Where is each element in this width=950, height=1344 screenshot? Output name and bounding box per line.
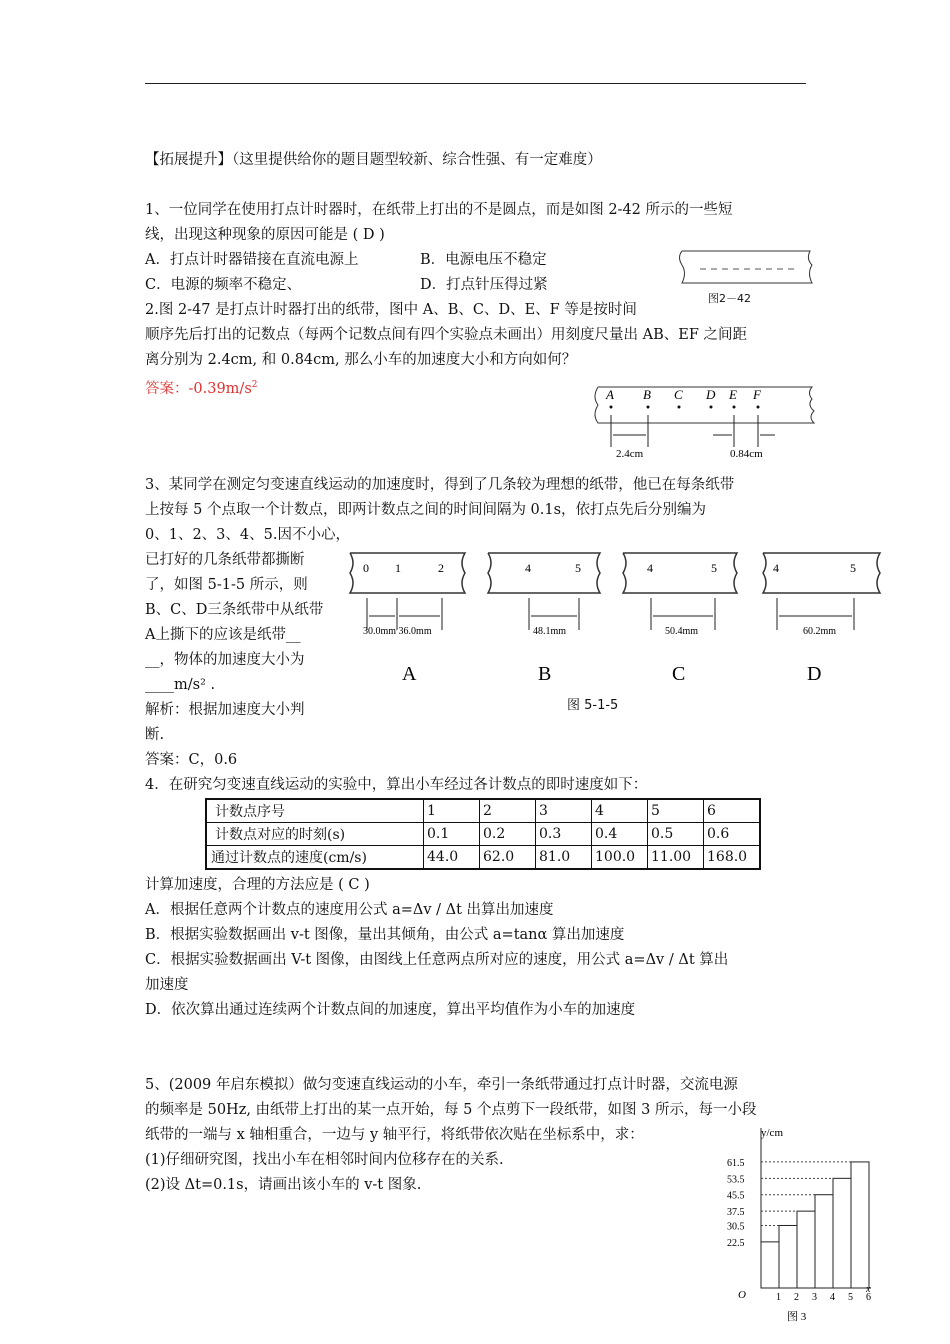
speed-table bbox=[205, 798, 761, 870]
table-cell: 1 bbox=[424, 799, 480, 823]
table-row bbox=[206, 846, 760, 870]
figure-caption: 图 3 bbox=[787, 1311, 807, 1323]
table-cell: 3 bbox=[536, 799, 592, 823]
table-cell: 11.00 bbox=[648, 846, 704, 870]
x-tick-label: 5 bbox=[848, 1292, 853, 1303]
q1-text: 线，出现这种现象的原因可能是 ( D ) bbox=[145, 227, 385, 243]
table-cell: 100.0 bbox=[592, 846, 648, 870]
figure-2-47-tape bbox=[590, 385, 825, 465]
q4-intro: 4．在研究匀变速直线运动的实验中，算出小车经过各计数点的即时速度如下： bbox=[145, 777, 648, 793]
table-cell: 0.4 bbox=[592, 823, 648, 846]
q2-text: 离分别为 2.4cm, 和 0.84cm, 那么小车的加速度大小和方向如何？ bbox=[145, 352, 577, 368]
bar bbox=[833, 1178, 851, 1288]
strip-mark: 5 bbox=[575, 561, 581, 575]
tape-label: A bbox=[606, 387, 614, 402]
tape-label: B bbox=[643, 387, 651, 402]
table-cell: 62.0 bbox=[480, 846, 536, 870]
strip-mark: 4 bbox=[647, 561, 653, 575]
table-cell: 0.5 bbox=[648, 823, 704, 846]
distance-label: 0.84cm bbox=[730, 448, 763, 460]
table-cell: 44.0 bbox=[424, 846, 480, 870]
q2-text: 2.图 2-47 是打点计时器打出的纸带，图中 A、B、C、D、E、F 等是按时间 bbox=[145, 302, 637, 318]
q3-text: ____m/s² . bbox=[145, 677, 216, 693]
table-cell: 0.2 bbox=[480, 823, 536, 846]
table-cell: 计数点序号 bbox=[206, 799, 424, 823]
q4-option-c: 加速度 bbox=[145, 977, 189, 993]
table-cell: 0.1 bbox=[424, 823, 480, 846]
bar bbox=[851, 1162, 869, 1288]
q5-text: 5、(2009 年启东模拟）做匀变速直线运动的小车，牵引一条纸带通过打点计时器，交流电源 bbox=[145, 1077, 738, 1093]
strip-mark: 5 bbox=[850, 561, 856, 575]
section-heading: 【拓展提升】（这里提供给你的题目题型较新、综合性强、有一定难度） bbox=[145, 152, 602, 168]
q3-text: 了，如图 5-1-5 所示，则 bbox=[145, 577, 308, 593]
q3-answer: 答案：C，0.6 bbox=[145, 752, 238, 768]
q1-option-d: D．打点针压得过紧 bbox=[420, 277, 548, 293]
y-tick-label: 53.5 bbox=[727, 1174, 745, 1186]
tape-label: D bbox=[706, 387, 716, 402]
x-tick-label: 2 bbox=[794, 1292, 799, 1303]
q4-option-d: D．依次算出通过连续两个计数点间的加速度，算出平均值作为小车的加速度 bbox=[145, 1002, 636, 1018]
table-cell: 5 bbox=[648, 799, 704, 823]
q3-text: 0、1、2、3、4、5.因不小心， bbox=[145, 527, 350, 543]
q3-text: 断. bbox=[145, 727, 165, 743]
q4-option-c: C．根据实验数据画出 V-t 图像，由图线上任意两点所对应的速度，用公式 a=Δv / Δt 算出 bbox=[145, 952, 729, 968]
strip-mark: 4 bbox=[525, 561, 531, 575]
header-rule bbox=[145, 83, 806, 84]
origin-label: O bbox=[738, 1289, 746, 1301]
tape-label: C bbox=[674, 387, 683, 402]
strip-label: A bbox=[402, 663, 417, 685]
strip-distance: 50.4mm bbox=[665, 626, 699, 637]
strip-mark: 4 bbox=[773, 561, 779, 575]
x-tick-label: 3 bbox=[812, 1292, 817, 1303]
answer-text: 答案：-0.39m/s bbox=[145, 380, 252, 397]
q1-option-a: A．打点计时器错接在直流电源上 bbox=[145, 252, 359, 268]
q3-text: A上撕下的应该是纸带__ bbox=[145, 627, 301, 643]
strip-mark: 1 bbox=[395, 561, 401, 575]
table-cell: 计数点对应的时刻(s) bbox=[206, 823, 424, 846]
bar bbox=[761, 1242, 779, 1288]
y-tick-label: 30.5 bbox=[727, 1221, 745, 1233]
x-tick-label: 1 bbox=[776, 1292, 781, 1303]
strip-mark: 0 bbox=[363, 561, 369, 575]
strip-label: B bbox=[538, 663, 552, 685]
strip-distance: 30.0mm 36.0mm bbox=[363, 626, 432, 637]
table-cell: 168.0 bbox=[704, 846, 761, 870]
q2-text: 顺序先后打出的记数点（每两个记数点间有四个实验点未画出）用刻度尺量出 AB、EF 之间距 bbox=[145, 327, 747, 343]
q1-text: 1、一位同学在使用打点计时器时，在纸带上打出的不是圆点，而是如图 2-42 所示的一些短 bbox=[145, 202, 733, 218]
q2-answer bbox=[145, 375, 258, 399]
strip-label: C bbox=[672, 663, 686, 685]
distance-label: 2.4cm bbox=[616, 448, 644, 460]
q1-option-b: B．电源电压不稳定 bbox=[420, 252, 547, 268]
q5-text: 纸带的一端与 x 轴相重合，一边与 y 轴平行，将纸带依次贴在坐标系中，求： bbox=[145, 1127, 644, 1143]
table-cell: 81.0 bbox=[536, 846, 592, 870]
bar bbox=[797, 1211, 815, 1288]
table-cell: 4 bbox=[592, 799, 648, 823]
strip-distance: 60.2mm bbox=[803, 626, 837, 637]
figure-5-1-5 bbox=[345, 548, 885, 693]
strip-distance: 48.1mm bbox=[533, 626, 567, 637]
table-row bbox=[206, 823, 760, 846]
table-row bbox=[206, 799, 760, 823]
strip-mark: 2 bbox=[438, 561, 444, 575]
q3-text: B、C、D三条纸带中从纸带 bbox=[145, 602, 324, 618]
bar bbox=[779, 1225, 797, 1288]
table-cell: 通过计数点的速度(cm/s) bbox=[206, 846, 424, 870]
y-tick-label: 45.5 bbox=[727, 1190, 745, 1202]
q4-option-b: B．根据实验数据画出 v-t 图像，量出其倾角，由公式 a=tanα 算出加速度 bbox=[145, 927, 625, 943]
q4-question: 计算加速度，合理的方法应是 ( C ) bbox=[145, 877, 370, 893]
q5-text: 的频率是 50Hz, 由纸带上打出的某一点开始，每 5 个点剪下一段纸带，如图 3 所示，每一小段 bbox=[145, 1102, 757, 1118]
q3-text: 解析：根据加速度大小判 bbox=[145, 702, 305, 718]
table-cell: 0.3 bbox=[536, 823, 592, 846]
q3-text: 上按每 5 个点取一个计数点，即两计数点之间的时间间隔为 0.1s，依打点先后分别编为 bbox=[145, 502, 707, 518]
tape-label: E bbox=[729, 387, 737, 402]
answer-exponent: 2 bbox=[251, 380, 258, 390]
q4-option-a: A．根据任意两个计数点的速度用公式 a=Δv / Δt 出算出加速度 bbox=[145, 902, 554, 918]
tape-label: F bbox=[753, 387, 761, 402]
strip-mark: 5 bbox=[711, 561, 717, 575]
table-cell: 6 bbox=[704, 799, 761, 823]
y-axis-label: y/cm bbox=[761, 1127, 783, 1139]
table-cell: 0.6 bbox=[704, 823, 761, 846]
y-tick-label: 22.5 bbox=[727, 1237, 745, 1249]
figure-3-chart bbox=[725, 1120, 880, 1323]
x-tick-label: 4 bbox=[830, 1292, 835, 1303]
x-axis-label: x bbox=[866, 1284, 871, 1295]
q5-sub1: (1)仔细研究图，找出小车在相邻时间内位移存在的关系. bbox=[145, 1152, 504, 1168]
figure-caption: 图2－42 bbox=[708, 292, 751, 305]
q1-option-c: C．电源的频率不稳定、 bbox=[145, 277, 302, 293]
q3-text: 3、某同学在测定匀变速直线运动的加速度时，得到了几条较为理想的纸带，他已在每条纸带 bbox=[145, 477, 735, 493]
y-tick-label: 37.5 bbox=[727, 1207, 745, 1219]
figure-caption: 图 5-1-5 bbox=[567, 698, 619, 713]
y-tick-label: 61.5 bbox=[727, 1157, 745, 1169]
q3-text: 已打好的几条纸带都撕断 bbox=[145, 552, 305, 568]
table-cell: 2 bbox=[480, 799, 536, 823]
q5-sub2: (2)设 Δt=0.1s，请画出该小车的 v-t 图象. bbox=[145, 1177, 422, 1193]
q3-text: __，物体的加速度大小为 bbox=[145, 652, 305, 668]
bar bbox=[815, 1195, 833, 1288]
strip-label: D bbox=[807, 663, 822, 685]
x-tick-label: 6 bbox=[866, 1292, 871, 1303]
